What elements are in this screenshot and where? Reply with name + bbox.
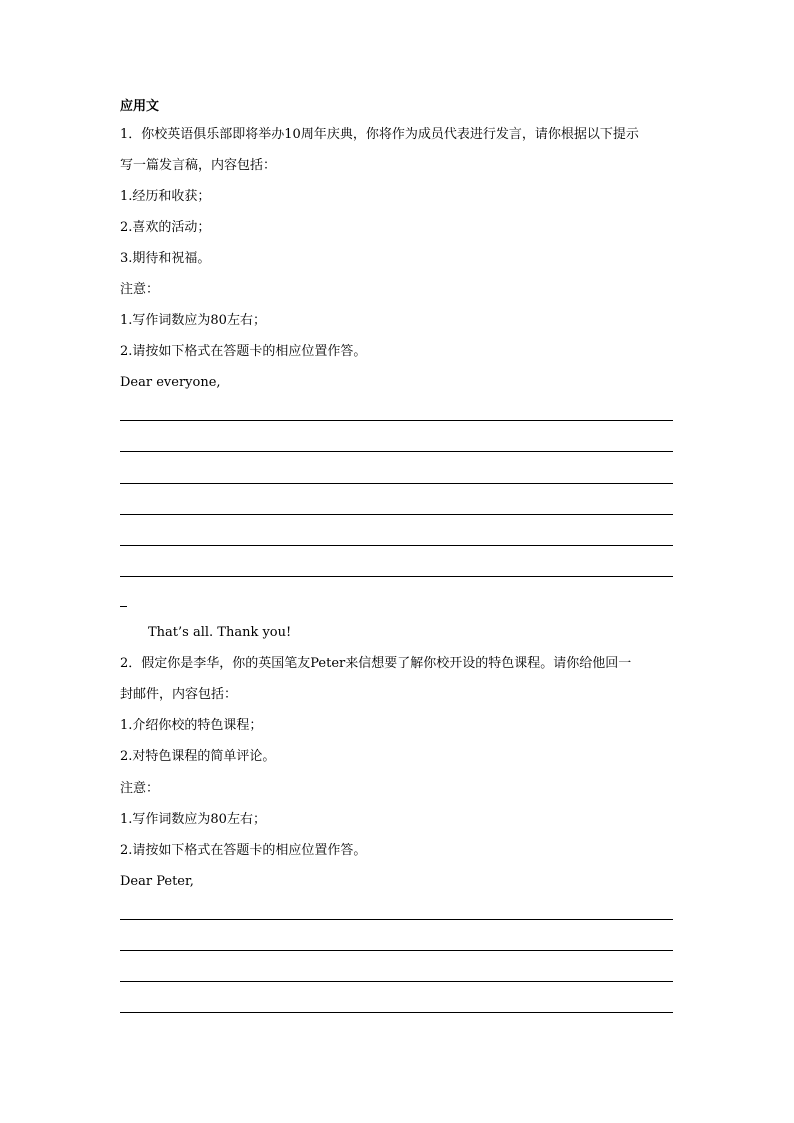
section-title: 应用文 <box>120 99 160 114</box>
q1-closing: That’s all. Thank you! <box>148 625 292 640</box>
q1-note-2: 2.请按如下格式在答题卡的相应位置作答。 <box>120 344 367 359</box>
q1-answer-line <box>120 451 673 452</box>
q2-point-1: 1.介绍你校的特色课程； <box>120 718 263 733</box>
q2-note-1: 1.写作词数应为80左右； <box>120 812 266 827</box>
q2-point-2: 2.对特色课程的简单评论。 <box>120 749 276 764</box>
q1-note-title: 注意： <box>120 282 160 297</box>
q2-answer-line <box>120 919 673 920</box>
q2-answer-line <box>120 950 673 951</box>
q2-prompt-line1: 2．假定你是李华，你的英国笔友Peter来信想要了解你校开设的特色课程。请你给他回一 <box>120 656 632 671</box>
q2-salutation: Dear Peter, <box>120 874 194 889</box>
q1-answer-line <box>120 545 673 546</box>
q1-prompt-line1: 1．你校英语俱乐部即将举办10周年庆典，你将作为成员代表进行发言，请你根据以下提示 <box>120 127 639 142</box>
q2-note-2: 2.请按如下格式在答题卡的相应位置作答。 <box>120 843 367 858</box>
q1-salutation: Dear everyone, <box>120 375 221 390</box>
q1-answer-line <box>120 514 673 515</box>
q2-note-title: 注意： <box>120 781 160 796</box>
q1-end-dash <box>120 606 127 607</box>
q2-prompt-line2: 封邮件，内容包括： <box>120 687 238 702</box>
q1-prompt-line2: 写一篇发言稿，内容包括： <box>120 158 277 173</box>
q1-point-2: 2.喜欢的活动； <box>120 220 211 235</box>
q1-point-1: 1.经历和收获； <box>120 189 211 204</box>
q1-answer-line <box>120 420 673 421</box>
q1-point-3: 3.期待和祝福。 <box>120 251 211 266</box>
q1-answer-line <box>120 483 673 484</box>
q1-note-1: 1.写作词数应为80左右； <box>120 313 266 328</box>
q1-answer-line <box>120 576 673 577</box>
q2-answer-line <box>120 1012 673 1013</box>
q2-answer-line <box>120 981 673 982</box>
